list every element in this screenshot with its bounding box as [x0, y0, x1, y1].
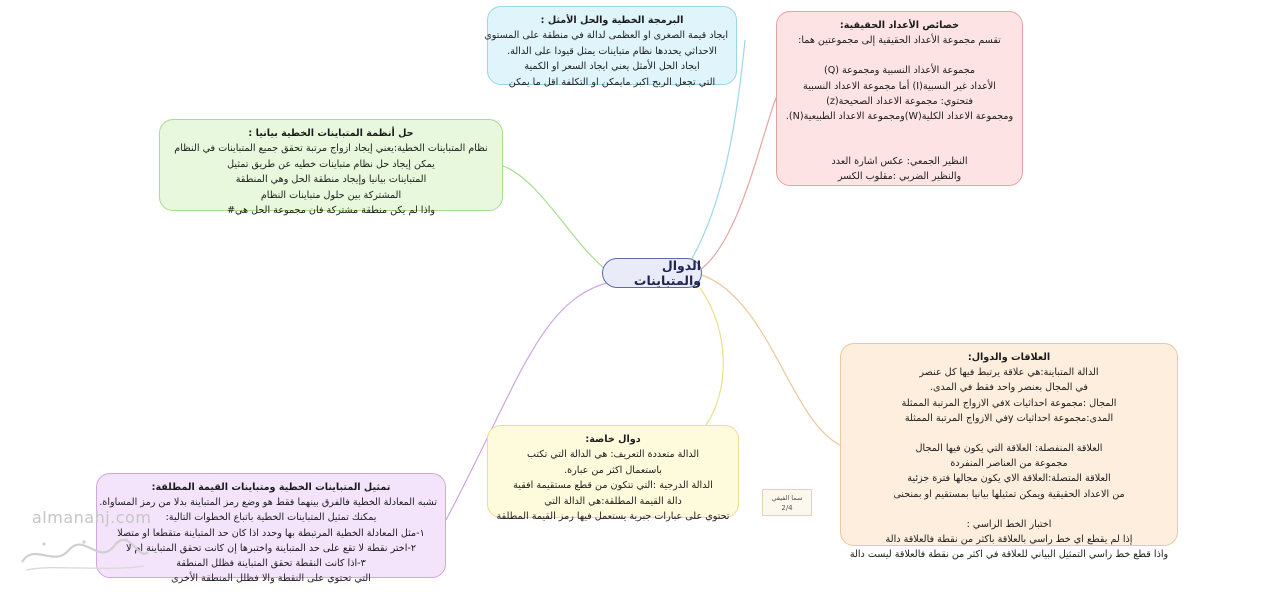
node-line: دالة القيمة المطلقة:هي الدالة التي: [544, 495, 682, 507]
node-special-functions[interactable]: [487, 425, 739, 523]
node-line: تحتوي على عبارات جبرية يستعمل فيها رمز القيمة المطلقة: [496, 511, 730, 523]
node-line: من الاعداد الحقيقية ويمكن تمثيلها بيانيا بمستقيم او بمنحنى: [893, 488, 1125, 500]
node-line: التي تجعل الربح اكبر مايمكن او التكلفة اقل ما يمكن: [508, 76, 716, 88]
node-line: ايجاد الحل الأمثل يعني ايجاد السعر او الكمية: [524, 61, 700, 73]
node-line: المشتركة بين حلول متباينات النظام: [260, 189, 402, 201]
central-topic[interactable]: [602, 258, 702, 288]
node-title: دوال خاصة:: [585, 434, 641, 445]
node-real-numbers[interactable]: [776, 11, 1023, 186]
node-line: تشبه المعادلة الخطية فالفرق بينهما فقط هو وضع رمز المتباينة بدلا من رمز المساواة.: [99, 497, 437, 509]
node-title: تمثيل المتباينات الخطية ومتباينات القيمة المطلقة:: [151, 482, 391, 493]
watermark-site-text: almanahj.com: [32, 508, 152, 527]
node-spacer: [785, 139, 1014, 154]
link-to-yellow: [700, 288, 723, 425]
node-systems-graphing[interactable]: [159, 119, 503, 217]
node-line: التي تحتوي على النقطة والا فظلل المنطقة الأخرى: [171, 573, 371, 585]
node-line: فتحتوي: مجموعة الاعداد الصحيحة(z): [826, 95, 973, 107]
node-line: اختبار الخط الراسي :: [966, 518, 1052, 530]
link-to-red: [700, 98, 776, 270]
watermark-logo: [14, 532, 154, 576]
badge-page: 2/4: [781, 504, 793, 512]
node-line: والنظير الضربي :مقلوب الكسر: [837, 171, 962, 183]
node-line: النظير الجمعي: عكس اشارة العدد: [831, 156, 968, 168]
central-topic-label: الدوال والمتباينات: [633, 258, 701, 288]
node-line: تقسم مجموعة الأعداد الحقيقية إلى مجموعتين هما:: [798, 35, 1001, 47]
node-spacer: [785, 48, 1014, 63]
node-line: مجموعة الأعداد النسبية ومجموعة (Q): [823, 65, 976, 77]
node-spacer: [849, 502, 1169, 517]
node-line: نظام المتباينات الخطية:يعني إيجاد ازواج مرتبة تحقق جميع المتباينات في النظام: [174, 143, 488, 155]
node-line: يمكن إيجاد حل نظام متباينات خطيه عن طريق تمثيل: [227, 158, 435, 170]
node-line: يمكنك تمثيل المتباينات الخطية باتباع الخطوات التالية:: [165, 512, 377, 524]
node-line: ومجموعة الاعداد الكلية(W)ومجموعة الاعداد الطبيعية(N).: [785, 111, 1014, 123]
node-line: إذا لم يقطع اي خط راسي بالعلاقة باكثر من نقطة فالعلاقة دالة: [885, 534, 1133, 546]
node-relations-functions[interactable]: [840, 343, 1178, 561]
node-line: الأعداد غير النسبية(I) أما مجموعة الاعداد النسبية: [803, 80, 996, 92]
node-line: المجال :مجموعة احداثيات xفي الازواج المرتبة الممثلة: [901, 397, 1117, 409]
node-line: ٣-اذا كانت النقطة تحقق المتباينة فظلل المنطقة: [176, 558, 366, 570]
badge-author: سما الفيفي: [771, 494, 803, 502]
node-spacer: [849, 426, 1169, 441]
node-line: العلاقة المنفصلة: العلاقة التي يكون فيها المجال: [915, 443, 1103, 455]
node-line: الدالة متعددة التعريف: هي الدالة التي تكتب: [526, 449, 700, 461]
node-line: المدى:مجموعة احداثيات yفي الازواج المرتبة الممثلة: [904, 412, 1114, 424]
node-line: الاحداثي يحددها نظام متباينات يمثل قيودا على الدالة.: [507, 45, 717, 57]
node-spacer: [785, 124, 1014, 139]
node-line: واذا قطع خط راسي التمثيل البياني للعلاقة في اكثر من نقطة فالعلاقة ليست دالة: [849, 549, 1169, 561]
node-title: حل أنظمة المتباينات الخطية بيانيا :: [248, 128, 414, 139]
link-to-green: [503, 166, 604, 268]
node-line: الدالة المتباينة:هي علاقة يرتبط فيها كل عنصر: [919, 367, 1099, 379]
node-line: في المجال بعنصر واحد فقط في المدى.: [929, 382, 1089, 394]
node-line: العلاقة المتصلة:العلاقة الاي يكون مجالها فترة جزئية: [907, 473, 1111, 485]
node-line: باستعمال اكثر من عبارة.: [564, 464, 662, 476]
node-title: العلاقات والدوال:: [967, 352, 1051, 363]
node-line: مجموعة من العناصر المنفردة: [950, 458, 1068, 470]
node-line: ١-مثل المعادلة الخطية المرتبطة بها وحدد اذا كان حد المتباينة متقطعا او متصلا: [117, 527, 425, 539]
node-title: خصائص الأعداد الحقيقية:: [839, 20, 960, 31]
node-linear-programming[interactable]: [484, 6, 737, 88]
node-line: المتباينات بيانيا وإيجاد منطقة الحل وهي المنطقة: [235, 174, 427, 186]
node-title: البرمجة الخطية والحل الأمثل :: [540, 15, 684, 26]
node-line: ايجاد قيمة الصغرى او العظمى لدالة في منطقة على المستوى: [484, 30, 728, 42]
node-line: الدالة الدرجية :التي تتكون من قطع مستقيمة افقية: [513, 480, 713, 492]
node-line: واذا لم يكن منطقة مشتركة فان مجموعة الحل هي#: [226, 205, 436, 217]
node-line: ٢-اختر نقطة لا تقع على حد المتباينة واختبرها إن كانت تحقق المتباينة ام لا: [125, 542, 417, 554]
page-badge: [762, 489, 812, 516]
